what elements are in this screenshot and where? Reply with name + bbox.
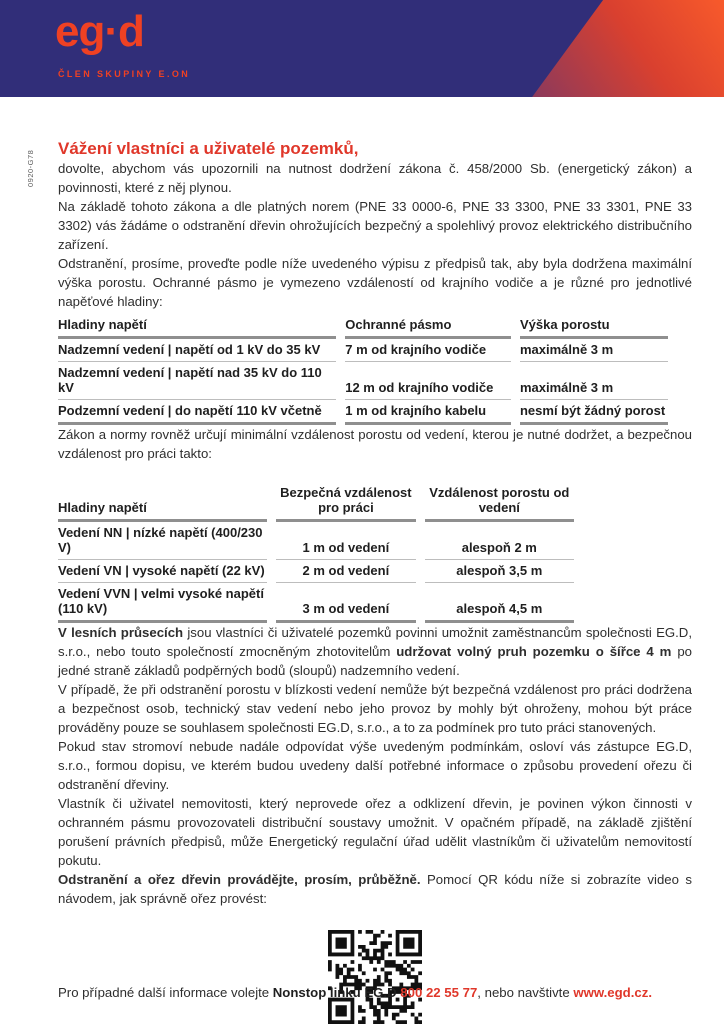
document-code: 0920-G78 <box>26 149 35 187</box>
footer-text: Pro případné další informace volejte <box>58 985 273 1000</box>
qr-code-container <box>58 930 692 1029</box>
table-row <box>58 522 574 560</box>
protection-zone-table <box>49 315 677 425</box>
table-cell: 7 m od krajního vodiče <box>345 339 511 362</box>
table-cell: maximálně 3 m <box>520 339 668 362</box>
table-header-row <box>58 315 668 339</box>
egd-logo: eg·d <box>55 7 144 56</box>
table-cell: Vedení VVN | velmi vysoké napětí (110 kV) <box>58 583 267 623</box>
footer-text: , nebo navštivte <box>477 985 574 1000</box>
table-cell: Nadzemní vedení | napětí od 1 kV do 35 kV <box>58 339 336 362</box>
table-row <box>58 583 574 623</box>
phone-number: 800 22 55 77 <box>400 985 478 1000</box>
table-row <box>58 560 574 583</box>
forest-corridor-paragraph: V lesních průsecích jsou vlastníci či uživatelé pozemků povinni umožnit zaměstnancům společnosti EG.D, s.r.o., nebo touto společností zmocněným zhotovitelům udržovat volný pruh pozemku o šířce 4 m po jedné straně základů podpěrných bodů (sloupů) nadzemního vedení. <box>58 625 692 678</box>
minimum-distance-paragraph: Zákon a normy rovněž určují minimální vzdálenost porostu od vedení, kterou je nutné dodržet, a bezpečnou vzdálenost pro práci takto: <box>58 427 692 461</box>
table-cell: 1 m od vedení <box>276 522 415 560</box>
table-header-cell: Výška porostu <box>520 315 668 339</box>
table-row <box>58 362 668 400</box>
consent-paragraph: V případě, že při odstranění porostu v blízkosti vedení nemůže být bezpečná vzdálenost pro práci dodržena a bezpečnost osob, technický stav vedení nebo jeho provoz by mohly být ohroženy, mohou být práce prováděny pouze se souhlasem společnosti EG.D, s.r.o., a to za podmínek pro tuto práci stanovených. <box>58 682 692 735</box>
table-cell: Vedení NN | nízké napětí (400/230 V) <box>58 522 267 560</box>
website-link[interactable]: www.egd.cz <box>573 985 649 1000</box>
table-cell: alespoň 4,5 m <box>425 583 574 623</box>
work-distance-table <box>49 483 583 623</box>
table-header-cell: Vzdálenost porostu od vedení <box>425 483 574 522</box>
table-header-cell: Hladiny napětí <box>58 483 267 522</box>
qr-instruction-paragraph: Odstranění a ořez dřevin provádějte, prosím, průběžně. Pomocí QR kódu níže si zobrazíte video s návodem, jak správně ořez provést: <box>58 872 692 906</box>
nonstop-line-label: Nonstop linku EG.D <box>272 985 397 1000</box>
table-row <box>58 400 668 425</box>
table-header-cell: Bezpečná vzdálenost pro práci <box>276 483 415 522</box>
intro-paragraph-2: Na základě tohoto zákona a dle platných norem (PNE 33 0000-6, PNE 33 3300, PNE 33 3301, PNE 33 3302) vás žádáme o odstranění dřevin ohrožujících bezpečný a spolehlivý provoz elektrického distribučního zařízení. <box>58 199 692 252</box>
intro-paragraph-1: dovolte, abychom vás upozornili na nutnost dodržení zákona č. 458/2000 Sb. (energetický zákon) a povinnosti, které z něj plynou. <box>58 161 692 195</box>
footer-period: . <box>648 985 652 1000</box>
table-header-row <box>58 483 574 522</box>
table-cell: 2 m od vedení <box>276 560 415 583</box>
notification-letter-paragraph: Pokud stav stromoví nebude nadále odpovídat výše uvedeným podmínkám, osloví vás zástupce EG.D, s.r.o., formou dopisu, ve kterém budou uvedeny další potřebné informace o způsobu provedení ořezu či odstranění dřeviny. <box>58 739 692 792</box>
qr-code <box>328 930 422 1024</box>
table-cell: Podzemní vedení | do napětí 110 kV včetně <box>58 400 336 425</box>
intro-paragraph-3: Odstranění, prosíme, proveďte podle níže uvedeného výpisu z předpisů tak, aby byla dodržena maximální výška porostu. Ochranné pásmo je vymezeno vzdáleností od krajního vodiče a je různé pro jednotlivé napěťové hladiny: <box>58 256 692 309</box>
table-header-cell: Ochranné pásmo <box>345 315 511 339</box>
letter-salutation: Vážení vlastníci a uživatelé pozemků, <box>58 139 359 158</box>
table-row <box>58 339 668 362</box>
table-cell: 12 m od krajního vodiče <box>345 362 511 400</box>
brand-banner <box>0 0 724 97</box>
table-cell: 1 m od krajního kabelu <box>345 400 511 425</box>
table-header-cell: Hladiny napětí <box>58 315 336 339</box>
table-cell: nesmí být žádný porost <box>520 400 668 425</box>
table-cell: alespoň 2 m <box>425 522 574 560</box>
table-cell: Vedení VN | vysoké napětí (22 kV) <box>58 560 267 583</box>
penalty-paragraph: Vlastník či uživatel nemovitosti, který neprovede ořez a odklizení dřevin, je povinen výkon činnosti v ochranném pásmu provozovateli distribuční soustavy umožnit. V opačném případě, na základě zjištění porušení právních předpisů, může Energetický regulační úřad udělit vlastníkům či uživatelům nemovitostí pokutu. <box>58 796 692 868</box>
table-cell: alespoň 3,5 m <box>425 560 574 583</box>
footer-note <box>58 985 692 1000</box>
table-cell: 3 m od vedení <box>276 583 415 623</box>
table-cell: Nadzemní vedení | napětí nad 35 kV do 110 kV <box>58 362 336 400</box>
table-cell: maximálně 3 m <box>520 362 668 400</box>
brand-tagline: ČLEN SKUPINY E.ON <box>58 69 191 79</box>
letter-body <box>58 97 692 1029</box>
